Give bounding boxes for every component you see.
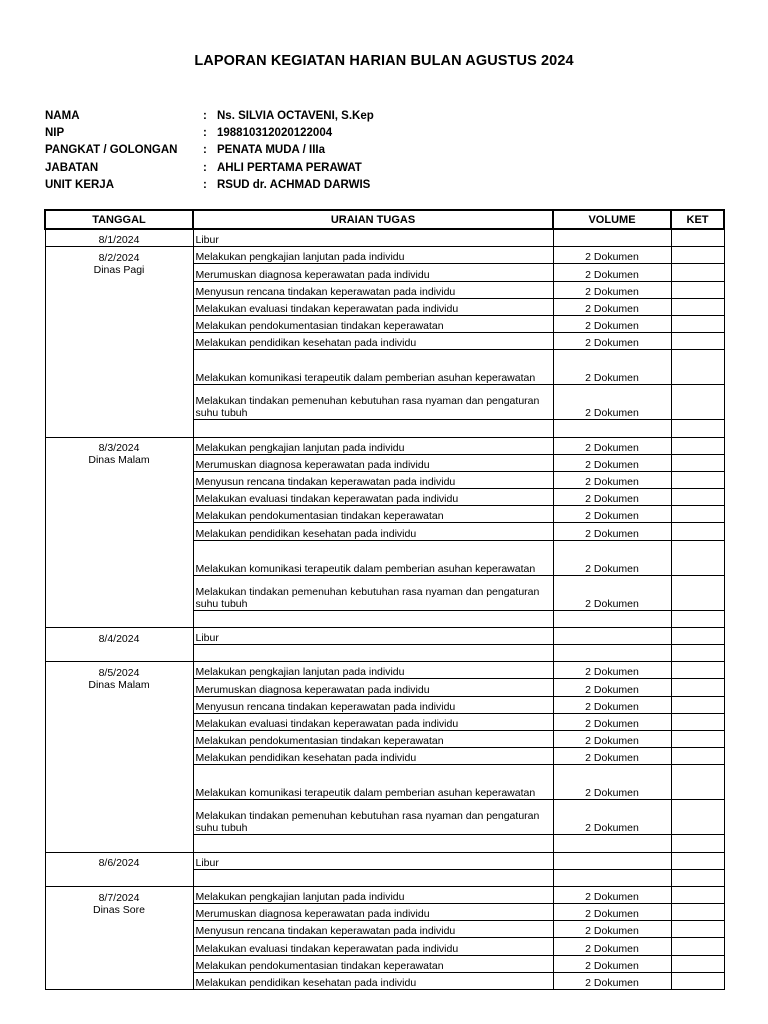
cell-uraian-tugas: Melakukan evaluasi tindakan keperawatan pada individu: [193, 489, 553, 506]
cell-ket: [671, 921, 724, 938]
header-uraian-tugas: URAIAN TUGAS: [193, 210, 553, 229]
table-row: [45, 315, 724, 332]
cell-tanggal: [45, 645, 193, 662]
cell-tanggal: [45, 765, 193, 800]
cell-uraian-tugas: Melakukan pendidikan kesehatan pada individu: [193, 972, 553, 989]
cell-ket: [671, 281, 724, 298]
cell-tanggal: [45, 748, 193, 765]
cell-uraian-tugas: Melakukan pendidikan kesehatan pada individu: [193, 523, 553, 540]
cell-tanggal: [45, 610, 193, 627]
cell-volume: 2 Dokumen: [553, 315, 671, 332]
cell-ket: [671, 420, 724, 437]
info-value: AHLI PERTAMA PERAWAT: [217, 161, 362, 174]
cell-volume: [553, 610, 671, 627]
info-colon: :: [203, 178, 207, 191]
cell-uraian-tugas: [193, 610, 553, 627]
cell-uraian-tugas: Melakukan pendokumentasian tindakan keperawatan: [193, 730, 553, 747]
cell-volume: 2 Dokumen: [553, 955, 671, 972]
cell-tanggal: Dinas Malam: [45, 679, 193, 696]
cell-ket: [671, 264, 724, 281]
cell-ket: [671, 523, 724, 540]
cell-uraian-tugas: [193, 869, 553, 886]
cell-ket: [671, 506, 724, 523]
table-row: [45, 679, 724, 696]
cell-ket: [671, 835, 724, 852]
table-row: [45, 454, 724, 471]
cell-uraian-tugas: Melakukan tindakan pemenuhan kebutuhan rasa nyaman dan pengaturan suhu tubuh: [193, 575, 553, 610]
cell-ket: [671, 350, 724, 385]
cell-volume: [553, 852, 671, 869]
cell-volume: [553, 835, 671, 852]
cell-volume: 2 Dokumen: [553, 540, 671, 575]
cell-ket: [671, 938, 724, 955]
cell-tanggal: [45, 523, 193, 540]
table-row: [45, 748, 724, 765]
cell-uraian-tugas: Merumuskan diagnosa keperawatan pada individu: [193, 904, 553, 921]
info-row-unit-kerja: [45, 177, 374, 194]
cell-ket: [671, 627, 724, 644]
table-row: [45, 886, 724, 903]
report-title: LAPORAN KEGIATAN HARIAN BULAN AGUSTUS 2024: [194, 53, 574, 69]
table-row: [45, 627, 724, 644]
cell-tanggal: 8/7/2024: [45, 886, 193, 903]
cell-volume: 2 Dokumen: [553, 437, 671, 454]
cell-ket: [671, 696, 724, 713]
cell-volume: 2 Dokumen: [553, 713, 671, 730]
table-row: [45, 385, 724, 420]
cell-volume: 2 Dokumen: [553, 385, 671, 420]
cell-uraian-tugas: Melakukan pendokumentasian tindakan keperawatan: [193, 955, 553, 972]
info-value: Ns. SILVIA OCTAVENI, S.Kep: [217, 110, 374, 122]
table-row: [45, 852, 724, 869]
cell-volume: 2 Dokumen: [553, 679, 671, 696]
cell-ket: [671, 315, 724, 332]
cell-ket: [671, 852, 724, 869]
cell-tanggal: [45, 696, 193, 713]
cell-volume: [553, 645, 671, 662]
cell-tanggal: [45, 489, 193, 506]
table-row: [45, 281, 724, 298]
cell-uraian-tugas: Libur: [193, 229, 553, 247]
cell-tanggal: [45, 938, 193, 955]
cell-volume: 2 Dokumen: [553, 454, 671, 471]
cell-uraian-tugas: Melakukan komunikasi terapeutik dalam pemberian asuhan keperawatan: [193, 350, 553, 385]
cell-volume: 2 Dokumen: [553, 575, 671, 610]
cell-ket: [671, 333, 724, 350]
cell-uraian-tugas: Melakukan evaluasi tindakan keperawatan pada individu: [193, 938, 553, 955]
cell-tanggal: [45, 540, 193, 575]
cell-volume: 2 Dokumen: [553, 938, 671, 955]
cell-ket: [671, 298, 724, 315]
cell-uraian-tugas: Melakukan pendidikan kesehatan pada individu: [193, 748, 553, 765]
cell-ket: [671, 713, 724, 730]
cell-ket: [671, 610, 724, 627]
cell-ket: [671, 489, 724, 506]
table-row: [45, 489, 724, 506]
cell-volume: 2 Dokumen: [553, 333, 671, 350]
cell-tanggal: Dinas Pagi: [45, 264, 193, 281]
info-label: JABATAN: [45, 161, 99, 174]
table-row: [45, 713, 724, 730]
cell-tanggal: [45, 315, 193, 332]
cell-tanggal: [45, 575, 193, 610]
table-body: [45, 229, 724, 990]
cell-tanggal: 8/1/2024: [45, 229, 193, 247]
cell-tanggal: [45, 955, 193, 972]
cell-volume: 2 Dokumen: [553, 886, 671, 903]
cell-uraian-tugas: Melakukan evaluasi tindakan keperawatan pada individu: [193, 713, 553, 730]
info-colon: :: [203, 161, 207, 174]
cell-volume: 2 Dokumen: [553, 471, 671, 488]
table-row: [45, 730, 724, 747]
cell-volume: 2 Dokumen: [553, 904, 671, 921]
info-value: PENATA MUDA / IIIa: [217, 144, 325, 157]
cell-volume: 2 Dokumen: [553, 765, 671, 800]
cell-uraian-tugas: Melakukan pengkajian lanjutan pada individu: [193, 886, 553, 903]
cell-uraian-tugas: Melakukan pengkajian lanjutan pada individu: [193, 662, 553, 679]
cell-volume: 2 Dokumen: [553, 921, 671, 938]
table-row: [45, 298, 724, 315]
cell-volume: 2 Dokumen: [553, 350, 671, 385]
cell-volume: 2 Dokumen: [553, 748, 671, 765]
cell-uraian-tugas: Menyusun rencana tindakan keperawatan pada individu: [193, 921, 553, 938]
cell-volume: 2 Dokumen: [553, 662, 671, 679]
header-volume: VOLUME: [553, 210, 671, 229]
info-row-nama: [45, 108, 374, 125]
cell-volume: 2 Dokumen: [553, 696, 671, 713]
table-header-row: [45, 210, 724, 229]
cell-volume: [553, 229, 671, 247]
cell-volume: [553, 869, 671, 886]
header-tanggal: TANGGAL: [45, 210, 193, 229]
cell-uraian-tugas: Menyusun rencana tindakan keperawatan pada individu: [193, 281, 553, 298]
cell-ket: [671, 247, 724, 264]
cell-ket: [671, 955, 724, 972]
cell-uraian-tugas: Melakukan evaluasi tindakan keperawatan pada individu: [193, 298, 553, 315]
cell-tanggal: [45, 471, 193, 488]
cell-uraian-tugas: [193, 645, 553, 662]
table-row: [45, 540, 724, 575]
cell-volume: 2 Dokumen: [553, 281, 671, 298]
cell-tanggal: [45, 385, 193, 420]
table-row: [45, 955, 724, 972]
table-row: [45, 645, 724, 662]
cell-uraian-tugas: Libur: [193, 852, 553, 869]
info-row-jabatan: [45, 160, 374, 177]
employee-info: [45, 108, 374, 194]
cell-uraian-tugas: Melakukan pengkajian lanjutan pada individu: [193, 437, 553, 454]
cell-tanggal: 8/4/2024: [45, 627, 193, 644]
info-colon: :: [203, 144, 207, 157]
info-label: NAMA: [45, 110, 80, 122]
cell-tanggal: [45, 281, 193, 298]
cell-uraian-tugas: Melakukan pendidikan kesehatan pada individu: [193, 333, 553, 350]
cell-uraian-tugas: Libur: [193, 627, 553, 644]
info-label: NIP: [45, 127, 65, 140]
cell-ket: [671, 540, 724, 575]
table-row: [45, 765, 724, 800]
table-row: [45, 835, 724, 852]
cell-ket: [671, 886, 724, 903]
cell-ket: [671, 437, 724, 454]
cell-tanggal: [45, 298, 193, 315]
cell-ket: [671, 765, 724, 800]
info-label: PANGKAT / GOLONGAN: [45, 144, 178, 157]
cell-volume: 2 Dokumen: [553, 523, 671, 540]
table-row: [45, 869, 724, 886]
cell-uraian-tugas: Melakukan komunikasi terapeutik dalam pemberian asuhan keperawatan: [193, 540, 553, 575]
cell-ket: [671, 662, 724, 679]
table-row: [45, 506, 724, 523]
cell-volume: 2 Dokumen: [553, 800, 671, 835]
table-row: [45, 938, 724, 955]
cell-volume: [553, 627, 671, 644]
cell-volume: 2 Dokumen: [553, 298, 671, 315]
info-value: RSUD dr. ACHMAD DARWIS: [217, 178, 371, 191]
table-row: [45, 921, 724, 938]
table-row: [45, 247, 724, 264]
table-row: [45, 904, 724, 921]
cell-volume: 2 Dokumen: [553, 489, 671, 506]
cell-volume: [553, 420, 671, 437]
cell-ket: [671, 748, 724, 765]
table-row: [45, 800, 724, 835]
info-row-nip: [45, 125, 374, 142]
info-value: 198810312020122004: [217, 127, 333, 140]
cell-tanggal: [45, 713, 193, 730]
cell-uraian-tugas: Menyusun rencana tindakan keperawatan pada individu: [193, 471, 553, 488]
table-row: [45, 575, 724, 610]
cell-volume: 2 Dokumen: [553, 730, 671, 747]
table-row: [45, 420, 724, 437]
cell-uraian-tugas: Menyusun rencana tindakan keperawatan pada individu: [193, 696, 553, 713]
cell-uraian-tugas: Melakukan pendokumentasian tindakan keperawatan: [193, 506, 553, 523]
cell-ket: [671, 454, 724, 471]
cell-tanggal: [45, 869, 193, 886]
cell-tanggal: [45, 420, 193, 437]
cell-ket: [671, 869, 724, 886]
cell-uraian-tugas: Melakukan pengkajian lanjutan pada individu: [193, 247, 553, 264]
cell-tanggal: [45, 972, 193, 989]
cell-ket: [671, 800, 724, 835]
info-colon: :: [203, 127, 207, 140]
activity-table: [44, 209, 725, 990]
table-row: [45, 696, 724, 713]
cell-tanggal: [45, 921, 193, 938]
cell-ket: [671, 904, 724, 921]
cell-tanggal: 8/6/2024: [45, 852, 193, 869]
cell-uraian-tugas: Merumuskan diagnosa keperawatan pada individu: [193, 679, 553, 696]
cell-uraian-tugas: Melakukan komunikasi terapeutik dalam pemberian asuhan keperawatan: [193, 765, 553, 800]
cell-ket: [671, 972, 724, 989]
cell-tanggal: 8/3/2024: [45, 437, 193, 454]
cell-ket: [671, 575, 724, 610]
cell-tanggal: [45, 730, 193, 747]
cell-ket: [671, 679, 724, 696]
table-row: [45, 610, 724, 627]
cell-tanggal: [45, 333, 193, 350]
cell-uraian-tugas: Merumuskan diagnosa keperawatan pada individu: [193, 264, 553, 281]
cell-uraian-tugas: [193, 835, 553, 852]
cell-uraian-tugas: Melakukan tindakan pemenuhan kebutuhan rasa nyaman dan pengaturan suhu tubuh: [193, 385, 553, 420]
cell-tanggal: [45, 350, 193, 385]
cell-ket: [671, 385, 724, 420]
cell-tanggal: 8/5/2024: [45, 662, 193, 679]
cell-tanggal: [45, 800, 193, 835]
cell-tanggal: [45, 835, 193, 852]
table-row: [45, 437, 724, 454]
table-row: [45, 333, 724, 350]
cell-volume: 2 Dokumen: [553, 506, 671, 523]
header-ket: KET: [671, 210, 724, 229]
cell-ket: [671, 730, 724, 747]
info-colon: :: [203, 110, 207, 122]
table-row: [45, 350, 724, 385]
table-row: [45, 523, 724, 540]
cell-uraian-tugas: Melakukan tindakan pemenuhan kebutuhan rasa nyaman dan pengaturan suhu tubuh: [193, 800, 553, 835]
cell-volume: 2 Dokumen: [553, 264, 671, 281]
cell-tanggal: 8/2/2024: [45, 247, 193, 264]
cell-uraian-tugas: Melakukan pendokumentasian tindakan keperawatan: [193, 315, 553, 332]
cell-tanggal: Dinas Sore: [45, 904, 193, 921]
table-row: [45, 662, 724, 679]
cell-volume: 2 Dokumen: [553, 247, 671, 264]
cell-uraian-tugas: Merumuskan diagnosa keperawatan pada individu: [193, 454, 553, 471]
table-row: [45, 972, 724, 989]
cell-tanggal: [45, 506, 193, 523]
table-row: [45, 229, 724, 247]
cell-ket: [671, 229, 724, 247]
cell-volume: 2 Dokumen: [553, 972, 671, 989]
table-row: [45, 264, 724, 281]
cell-tanggal: Dinas Malam: [45, 454, 193, 471]
info-row-pangkat: [45, 142, 374, 159]
info-label: UNIT KERJA: [45, 178, 115, 191]
cell-ket: [671, 471, 724, 488]
table-row: [45, 471, 724, 488]
cell-ket: [671, 645, 724, 662]
cell-uraian-tugas: [193, 420, 553, 437]
